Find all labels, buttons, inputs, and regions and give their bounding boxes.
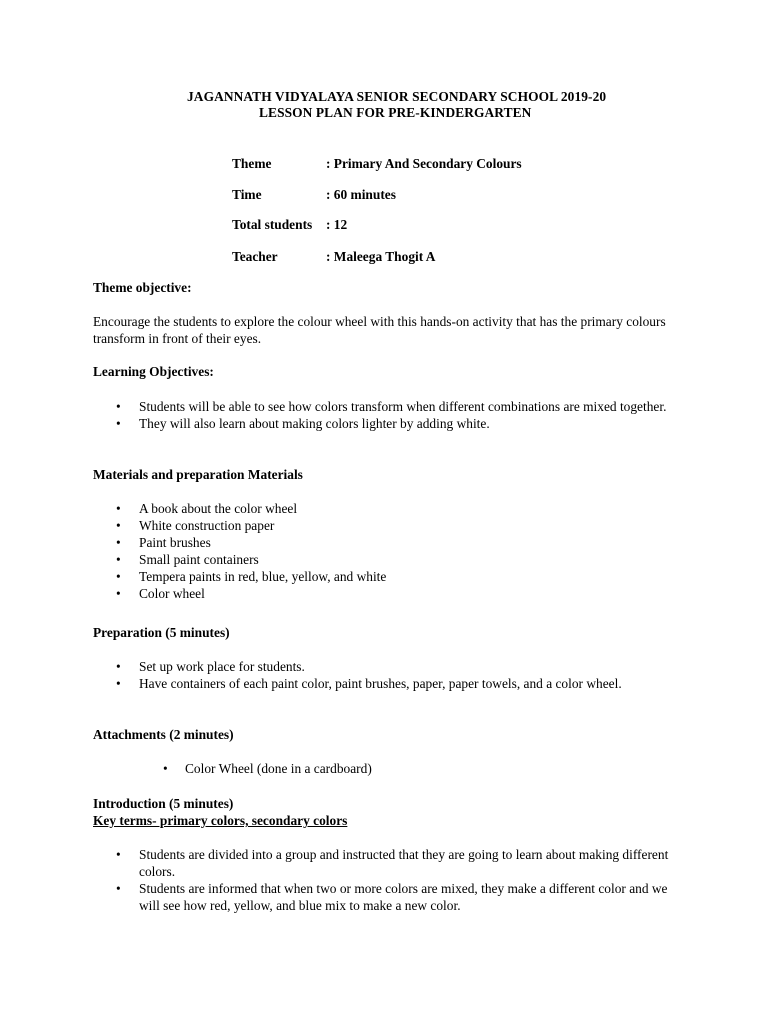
meta-teacher-value: : Maleega Thogit A	[326, 249, 436, 264]
list-item	[93, 846, 673, 880]
introduction-list	[93, 846, 673, 914]
materials-section	[93, 466, 673, 483]
list-item-text: Students are informed that when two or more colors are mixed, they make a different color and we will see how red, yellow, and blue mix to make a new color.	[139, 881, 668, 913]
bullet-icon: •	[116, 847, 121, 862]
meta-time-label: Time	[232, 187, 262, 202]
preparation-heading: Preparation (5 minutes)	[93, 625, 230, 640]
bullet-icon: •	[116, 501, 121, 516]
bullet-icon: •	[116, 399, 121, 414]
list-item	[93, 517, 673, 534]
list-item-text: A book about the color wheel	[139, 501, 298, 516]
attachments-list	[93, 760, 673, 777]
bullet-icon: •	[163, 761, 168, 776]
attachments-list-block	[93, 760, 673, 777]
introduction-list-block	[93, 846, 673, 914]
list-item-text: Have containers of each paint color, paint brushes, paper, paper towels, and a color wheel.	[139, 676, 622, 691]
bullet-icon: •	[116, 659, 121, 674]
list-item-text: They will also learn about making colors lighter by adding white.	[139, 416, 490, 431]
list-item	[93, 568, 673, 585]
meta-time	[232, 186, 396, 203]
list-item-text: Small paint containers	[139, 552, 259, 567]
meta-students-value: : 12	[326, 217, 348, 232]
bullet-icon: •	[116, 569, 121, 584]
list-item	[93, 658, 673, 675]
meta-teacher	[232, 248, 435, 265]
bullet-icon: •	[116, 416, 121, 431]
meta-students-label: Total students	[232, 217, 313, 232]
list-item	[93, 760, 673, 777]
materials-heading: Materials and preparation Materials	[93, 467, 303, 482]
key-terms: Key terms- primary colors, secondary colors	[93, 813, 348, 828]
learning-objectives-section	[93, 363, 673, 380]
bullet-icon: •	[116, 586, 121, 601]
bullet-icon: •	[116, 552, 121, 567]
theme-objective-heading: Theme objective:	[93, 280, 192, 295]
list-item-text: Set up work place for students.	[139, 659, 305, 674]
learning-objectives-list-block	[93, 398, 673, 432]
introduction-section	[93, 795, 673, 829]
lesson-plan-title: LESSON PLAN FOR PRE-KINDERGARTEN	[259, 105, 532, 120]
list-item	[93, 398, 673, 415]
list-item	[93, 500, 673, 517]
list-item-text: Paint brushes	[139, 535, 211, 550]
list-item	[93, 551, 673, 568]
meta-time-value: : 60 minutes	[326, 187, 396, 202]
attachments-section	[93, 726, 673, 743]
list-item	[93, 675, 673, 692]
learning-objectives-heading: Learning Objectives:	[93, 364, 214, 379]
bullet-icon: •	[116, 535, 121, 550]
materials-list-block	[93, 500, 673, 602]
introduction-heading: Introduction (5 minutes)	[93, 796, 234, 811]
preparation-section	[93, 624, 673, 641]
list-item	[93, 415, 673, 432]
bullet-icon: •	[116, 881, 121, 896]
meta-students	[232, 216, 347, 233]
meta-theme	[232, 155, 522, 172]
list-item-text: Color Wheel (done in a cardboard)	[185, 761, 372, 776]
attachments-heading: Attachments (2 minutes)	[93, 727, 234, 742]
list-item-text: Tempera paints in red, blue, yellow, and white	[139, 569, 387, 584]
preparation-list	[93, 658, 673, 692]
list-item-text: Students will be able to see how colors transform when different combinations are mixed together.	[139, 399, 667, 414]
bullet-icon: •	[116, 518, 121, 533]
materials-list	[93, 500, 673, 602]
list-item-text: Color wheel	[139, 586, 205, 601]
meta-teacher-label: Teacher	[232, 249, 278, 264]
list-item	[93, 585, 673, 602]
meta-theme-value: : Primary And Secondary Colours	[326, 156, 522, 171]
preparation-list-block	[93, 658, 673, 692]
learning-objectives-list	[93, 398, 673, 432]
bullet-icon: •	[116, 676, 121, 691]
list-item-text: Students are divided into a group and instructed that they are going to learn about making different colors.	[139, 847, 669, 879]
list-item	[93, 534, 673, 551]
list-item-text: White construction paper	[139, 518, 275, 533]
meta-theme-label: Theme	[232, 156, 272, 171]
theme-objective-text: Encourage the students to explore the colour wheel with this hands-on activity that has the primary colours transform in front of their eyes.	[93, 314, 666, 346]
list-item	[93, 880, 673, 914]
school-title: JAGANNATH VIDYALAYA SENIOR SECONDARY SCHOOL 2019-20	[187, 89, 607, 104]
theme-objective-section	[93, 279, 673, 296]
theme-objective-text-block	[93, 313, 673, 347]
